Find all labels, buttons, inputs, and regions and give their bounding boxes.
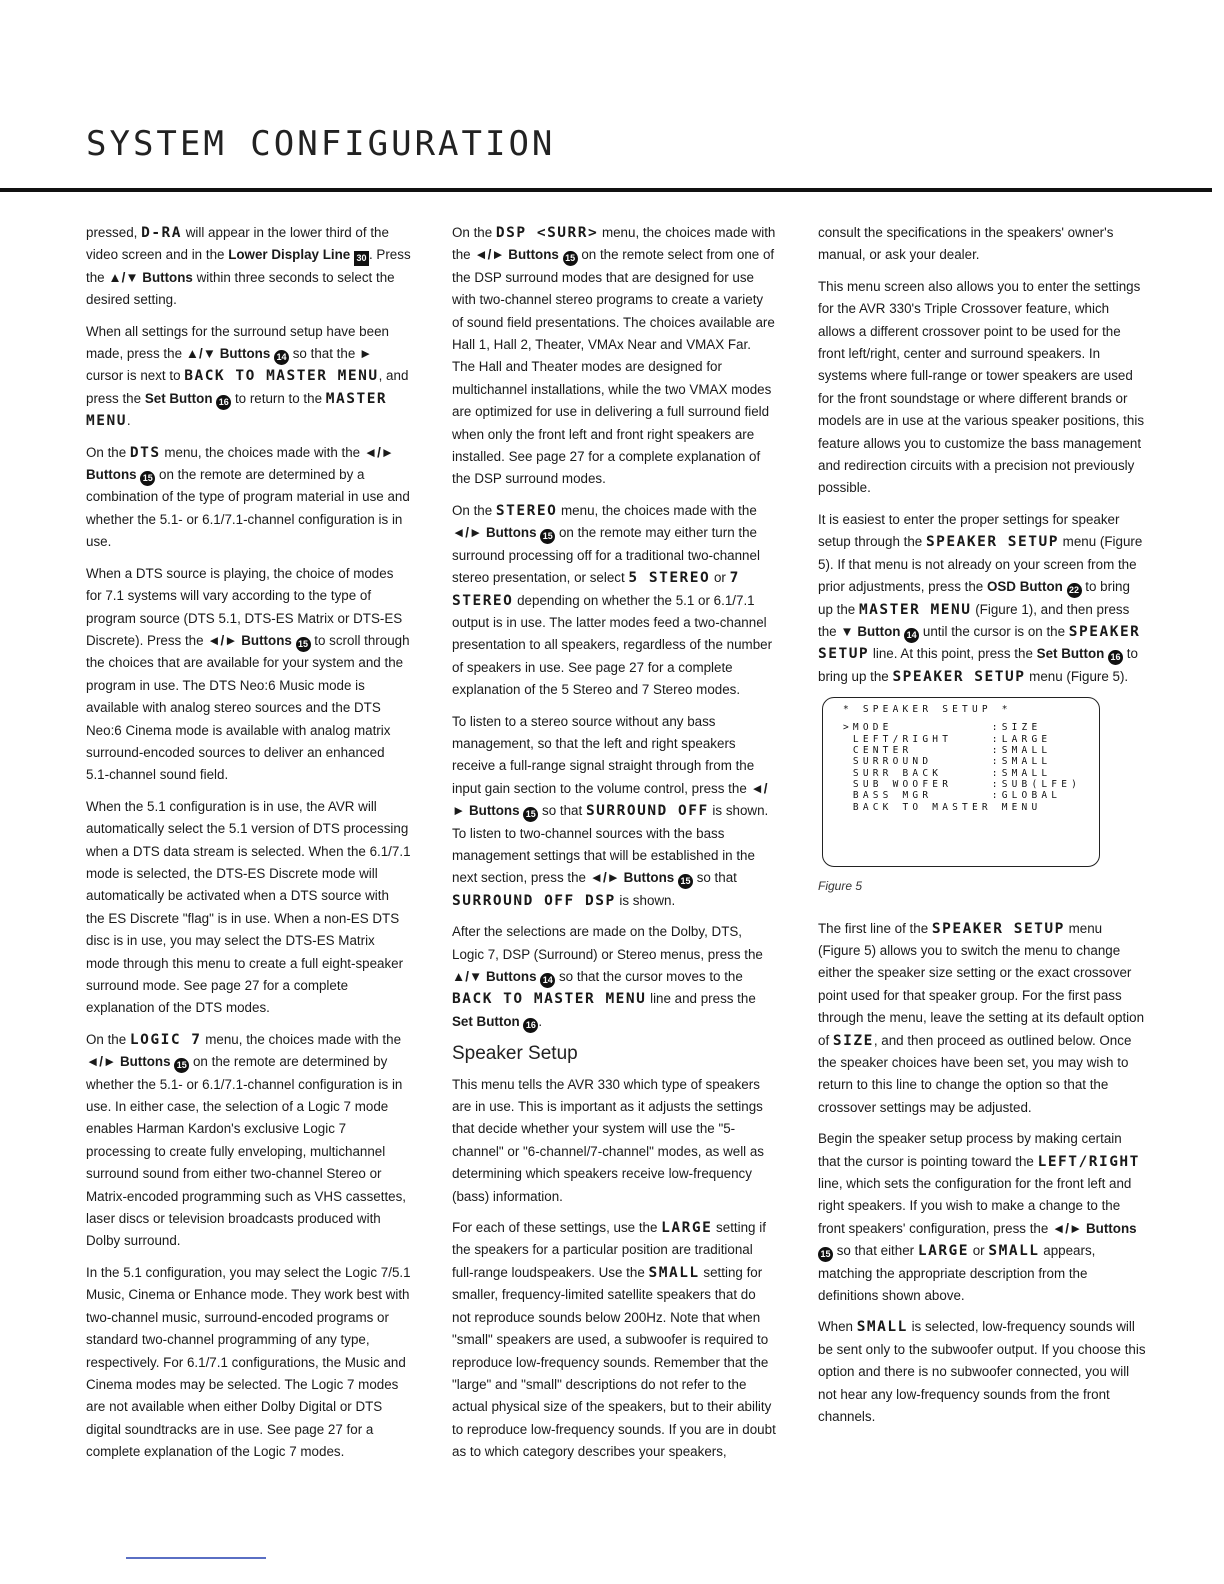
text-run: SPEAKER SETUP <box>925 534 1059 551</box>
text-run: to scroll through the choices that are available for your system and the program in use. The DTS Neo:6 Music mode is available with analog stereo sources and the DTS Neo:6 Cinema mode is available with analog matrix surround-encoded sources to deliver an enhanced 5.1-channel sound field. <box>86 632 410 783</box>
text-run: Lower Display Line <box>228 247 351 263</box>
text-run: within three seconds to select the desired setting. <box>86 269 395 308</box>
paragraph <box>452 1217 777 1463</box>
text-run: DSP <SURR> <box>495 225 599 241</box>
text-run: until the cursor is on the <box>919 623 1069 639</box>
text-run: or <box>710 570 730 586</box>
text-run <box>559 247 563 262</box>
callout-number-icon: 15 <box>174 1058 189 1073</box>
text-run: ▲/▼ Buttons <box>452 969 537 984</box>
paragraph <box>86 321 411 433</box>
column-2-speaker-text <box>452 1074 777 1464</box>
text-run: STEREO <box>495 502 558 519</box>
paragraph <box>452 1074 777 1208</box>
callout-number-icon: 15 <box>140 471 155 486</box>
callout-number-icon: 16 <box>523 1018 538 1033</box>
text-run: When the 5.1 configuration is in use, the AVR will automatically select the 5.1 version of DTS processing when a DTS data stream is selected. When the 6.1/7.1 mode is selected, the DTS-ES Discrete mode will automatically be activated when a DTS source with the ES Discrete "flag" is in use. When a non-ES DTS disc is in use, you may select the DTS-ES Matrix mode through this menu to create a full eight-speaker surround mode. See page 27 for a complete explanation of the DTS modes. <box>86 798 411 1016</box>
paragraph <box>452 921 777 1033</box>
text-run: is selected, low-frequency sounds will be sent only to the subwoofer output. If you choose this option and there is no subwoofer connected, you will not hear any low-frequency sounds from the front channels. <box>818 1319 1146 1425</box>
column-3-text <box>818 222 1146 688</box>
figure-caption: Figure 5 <box>818 879 863 894</box>
text-run: SPEAKER SETUP <box>892 668 1026 685</box>
callout-number-icon: 22 <box>1067 583 1082 598</box>
text-run: ▲/▼ Buttons <box>185 346 271 362</box>
osd-line-mode: >MODE :SIZE <box>843 722 1042 734</box>
text-run: so that <box>538 803 586 819</box>
callout-number-icon: 15 <box>296 637 311 652</box>
text-run: so that the cursor moves to the <box>555 969 743 984</box>
text-run: to bring up the <box>818 646 1138 684</box>
column-2-text <box>452 222 777 1033</box>
text-run: consult the specifications in the speakers' owner's manual, or ask your dealer. <box>818 225 1114 263</box>
text-run: appears, matching the appropriate description from the definitions shown above. <box>818 1243 1096 1304</box>
paragraph <box>86 222 411 312</box>
text-run: SMALL <box>648 1264 700 1281</box>
text-run: menu, the choices made with the <box>452 225 776 263</box>
text-run: to return to the <box>231 390 326 406</box>
header-rule <box>0 188 1212 192</box>
footer-link-underline[interactable] <box>126 1557 266 1559</box>
text-run: SPEAKER SETUP <box>931 920 1065 937</box>
text-run: , and press the <box>86 368 409 406</box>
text-run: After the selections are made on the Dolby, DTS, Logic 7, DSP (Surround) or Stereo menus, press the <box>452 924 763 962</box>
text-run: LARGE <box>661 1220 713 1237</box>
text-run: DTS <box>129 444 161 461</box>
paragraph <box>86 796 411 1020</box>
text-run: ◄/► Buttons <box>474 247 559 263</box>
text-run: For each of these settings, use the <box>452 1220 662 1236</box>
text-run <box>292 633 296 648</box>
text-run: When <box>818 1319 857 1335</box>
paragraph <box>818 1316 1146 1428</box>
text-run: ◄/► Buttons <box>1052 1220 1137 1236</box>
text-run: On the <box>86 444 130 460</box>
text-run: This menu tells the AVR 330 which type of speakers are in use. This is important as it adjusts the settings that decide whether your system will use the "5-channel" or "6-channel/7-channel" modes, as well as determining which speakers receive low-frequency (bass) information. <box>452 1076 765 1204</box>
text-run: SIZE <box>832 1032 874 1049</box>
column-3-text-continued <box>818 918 1146 1429</box>
callout-number-icon: 16 <box>1108 650 1123 665</box>
text-run: , and then proceed as outlined below. Once the speaker choices have been set, you may wish to return to this line to change the option so that the crossover settings may be adjusted. <box>818 1032 1132 1115</box>
text-run: SURROUND OFF DSP <box>452 892 616 909</box>
text-run: 7 STEREO <box>452 570 740 609</box>
text-run: line and press the <box>646 991 756 1007</box>
callout-number-icon: 15 <box>540 529 555 544</box>
text-run: To listen to a stereo source without any bass management, so that the left and right speakers receive a full-range signal straight through from the input gain section to the volume control, press the <box>452 713 755 796</box>
text-run: Set Button <box>1036 646 1105 662</box>
text-run: setting for smaller, frequency-limited satellite speakers that do not reproduce sounds below 200Hz. Note that when "small" speakers are used, a subwoofer is required to reproduce low-frequency sounds. Remember that the "large" and "small" descriptions do not refer to the actual physical size of the speakers, but to their ability to reproduce low-frequency sounds. If you are in doubt as to which category describes your speakers, <box>452 1264 776 1460</box>
paragraph <box>86 563 411 787</box>
text-run: MASTER MENU <box>858 601 972 618</box>
text-run: on the remote may either turn the surround processing off for a traditional two-channel stereo presentation, or select <box>452 525 760 586</box>
text-run: On the <box>452 502 496 518</box>
text-run: This menu screen also allows you to enter the settings for the AVR 330's Triple Crossover feature, which allows a different crossover point to be used for the front left/right, center and surround speakers. In systems where full-range or tower speakers are used for the front soundstage or where different brands or models are in use at the various speaker positions, this feature allows you to customize the bass management and redirection circuits with a precision not previously possible. <box>818 278 1145 496</box>
text-run: When all settings for the surround setup have been made, press the <box>86 323 389 362</box>
column-2 <box>452 222 777 1473</box>
text-run: LOGIC 7 <box>129 1031 202 1048</box>
text-run <box>1063 579 1067 594</box>
osd-line-sub-woofer: SUB WOOFER :SUB(LFE) <box>843 778 1082 790</box>
text-run: LEFT/RIGHT <box>1037 1153 1140 1170</box>
text-run: D-RA <box>141 225 183 241</box>
text-run: The first line of the <box>818 920 932 936</box>
text-run: LARGE <box>917 1243 970 1260</box>
text-run: BACK TO MASTER MENU <box>452 991 647 1008</box>
text-run: Begin the speaker setup process by making certain that the cursor is pointing toward the <box>818 1131 1122 1169</box>
text-run: line, which sets the configuration for the front left and right speakers. If you wish to make a change to the front speakers' configuration, press the <box>818 1176 1132 1236</box>
text-run: On the <box>86 1031 130 1047</box>
callout-number-icon: 14 <box>904 628 919 643</box>
column-3 <box>818 222 1146 1437</box>
paragraph <box>818 509 1146 688</box>
osd-line-left-right: LEFT/RIGHT :LARGE <box>843 733 1052 745</box>
text-run: 5 STEREO <box>628 570 711 587</box>
text-run: on the remote select from one of the DSP surround modes that are designed for use with two-channel stereo programs to create a variety of sound field presentations. The choices available are Hall 1, Hall 2, Theater, VMAx Near and VMAX Far. The Hall and Theater modes are designed for multichannel installations, while the two VMAX modes are optimized for use in delivering a full surround field when only the front left and front right speakers are installed. See page 27 for a complete explanation of the DSP surround modes. <box>452 247 775 487</box>
text-run: SMALL <box>988 1243 1040 1260</box>
osd-line-bass-mgr: BASS MGR :GLOBAL <box>843 790 1062 802</box>
paragraph <box>86 1262 411 1464</box>
text-run: menu, the choices made with the <box>201 1031 402 1047</box>
text-run: ▼ Button <box>840 623 901 639</box>
text-run: BACK TO MASTER MENU <box>184 368 379 385</box>
text-run: line. At this point, press the <box>869 646 1037 662</box>
osd-line-center: CENTER :SMALL <box>843 745 1052 757</box>
text-run: Set Button <box>452 1013 520 1029</box>
text-run: OSD Button <box>986 579 1063 595</box>
callout-number-icon: 15 <box>818 1247 833 1262</box>
callout-number-icon: 15 <box>523 807 538 822</box>
text-run: is shown. To listen to two-channel sources with the bass management settings that will be established in the next section, press the <box>452 803 769 886</box>
page-title: SYSTEM CONFIGURATION <box>86 124 556 164</box>
text-run: ◄/► Buttons <box>86 444 395 483</box>
text-run: pressed, <box>86 225 142 240</box>
paragraph <box>818 276 1146 500</box>
text-run: so that the ► cursor is next to <box>86 346 373 384</box>
text-run: or <box>969 1243 989 1259</box>
text-run: ◄/► Buttons <box>452 525 537 541</box>
osd-line-surround: SURROUND :SMALL <box>843 756 1052 768</box>
text-run: ▲/▼ Buttons <box>108 269 193 285</box>
text-run: is shown. <box>615 892 676 908</box>
text-run: on the remote are determined by a combination of the type of program material in use and whether the 5.1- or 6.1/7.1-channel configuration is in use. <box>86 467 410 550</box>
text-run: on the remote are determined by whether the 5.1- or 6.1/7.1-channel configuration is in use. In either case, the selection of a Logic 7 mode enables Harman Kardon's exclusive Logic 7 processing to create fully enveloping, multichannel surround sound from either two-channel Stereo or Matrix-encoded programming such as VHS cassettes, laser discs or television broadcasts produced with Dolby surround. <box>86 1054 407 1249</box>
column-1 <box>86 222 411 1473</box>
osd-title: * SPEAKER SETUP * <box>843 704 1012 716</box>
text-run: In the 5.1 configuration, you may select the Logic 7/5.1 Music, Cinema or Enhance mode. They work best with two-channel music, surround-encoded programs or standard two-channel programming of any type, respectively. For 6.1/7.1 configurations, the Music and Cinema modes may be selected. The Logic 7 modes are not available when either Dolby Digital or DTS digital soundtracks are in use. See page 27 for a complete explanation of the Logic 7 modes. <box>86 1264 411 1460</box>
paragraph <box>86 1029 411 1253</box>
callout-number-icon: 16 <box>216 395 231 410</box>
text-run: When a DTS source is playing, the choice of modes for 7.1 systems will vary according to the type of program source (DTS 5.1, DTS-ES Matrix or DTS-ES Discrete). Press the <box>86 565 403 648</box>
section-heading-speaker-setup: Speaker Setup <box>452 1043 578 1065</box>
column-1-text <box>86 222 411 1464</box>
text-run: . <box>538 1013 543 1029</box>
text-run: menu, the choices made with the <box>557 502 757 518</box>
text-run: ◄/► Buttons <box>207 632 292 648</box>
text-run: SMALL <box>856 1319 908 1336</box>
callout-number-icon: 14 <box>274 350 289 365</box>
osd-line-back-to-master: BACK TO MASTER MENU <box>843 801 1042 813</box>
paragraph <box>818 222 1146 267</box>
callout-number-icon: 15 <box>563 251 578 266</box>
paragraph <box>818 1128 1146 1307</box>
text-run: depending on whether the 5.1 or 6.1/7.1 output is in use. The latter modes feed a two-channel presentation to all speakers, regardless of the number of speakers in use. See page 27 for a complete explanation of the 5 Stereo and 7 Stereo modes. <box>452 592 773 698</box>
callout-number-icon: 14 <box>540 973 555 988</box>
text-run: Set Button <box>144 390 213 406</box>
text-run: SPEAKER SETUP <box>818 623 1141 663</box>
text-run: ◄/► Buttons <box>452 780 768 819</box>
text-run: SURROUND OFF <box>585 803 709 820</box>
text-run: to bring up the <box>818 579 1130 617</box>
text-run: (Figure 1), and then press the <box>818 601 1130 639</box>
text-run: It is easiest to enter the proper settings for speaker setup through the <box>818 511 1120 550</box>
callout-number-icon: 15 <box>678 874 693 889</box>
text-run: menu (Figure 5). <box>1025 668 1129 684</box>
callout-number-icon: 30 <box>354 251 369 266</box>
text-run: . Press the <box>86 247 411 285</box>
paragraph <box>452 500 777 702</box>
text-run: ◄/► Buttons <box>86 1054 171 1070</box>
text-run: . <box>126 413 131 429</box>
paragraph <box>452 711 777 913</box>
text-run: setting if the speakers for a particular position are traditional full-range loudspeakers. Use the <box>452 1220 766 1280</box>
paragraph <box>86 442 411 554</box>
osd-line-surr-back: SURR BACK :SMALL <box>843 767 1052 779</box>
text-run: MASTER MENU <box>86 390 388 430</box>
text-run: ◄/► Buttons <box>589 870 675 886</box>
text-run: menu (Figure 5). If that menu is not already on your screen from the prior adjustments, press the <box>818 534 1143 595</box>
text-run: so that either <box>833 1243 918 1259</box>
text-run: so that <box>692 870 737 886</box>
paragraph <box>452 222 777 491</box>
text-run: will appear in the lower third of the video screen and in the <box>86 225 389 263</box>
paragraph <box>818 918 1146 1120</box>
text-run: menu, the choices made with the <box>160 444 364 460</box>
speaker-setup-osd-screen <box>822 697 1100 867</box>
text-run: menu (Figure 5) allows you to switch the menu to change either the speaker size setting or the exact crossover point used for that speaker group. For the first pass through the menu, leave the setting at its default option of <box>818 920 1145 1048</box>
text-run: On the <box>452 225 496 240</box>
